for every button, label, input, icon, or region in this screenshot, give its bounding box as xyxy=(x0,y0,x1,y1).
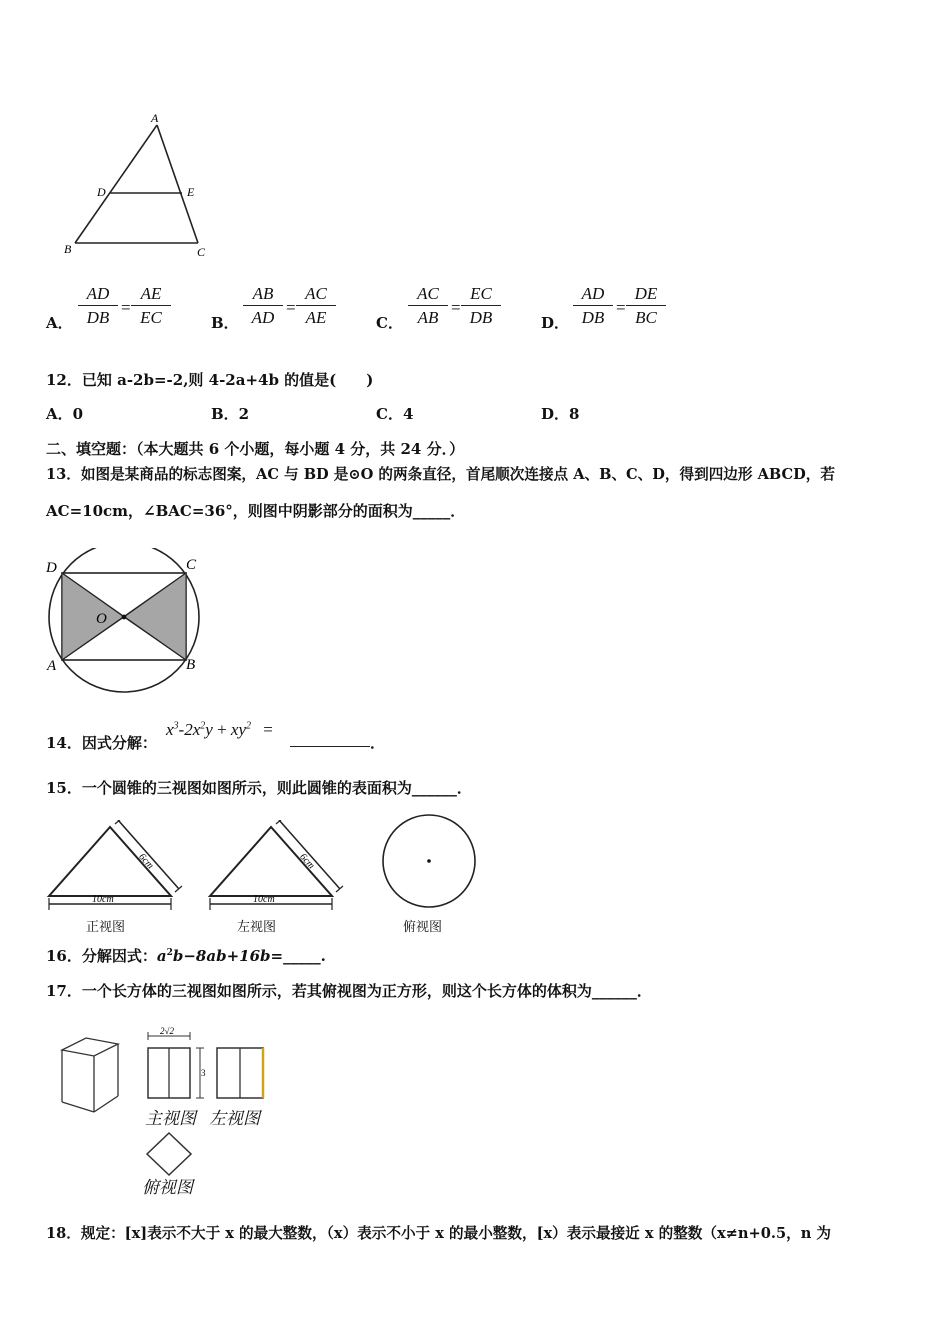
option-label: B． xyxy=(211,314,239,332)
q13-line1: 13．如图是某商品的标志图案，AC 与 BD 是⊙O 的两条直径，首尾顺次连接点 A、B、C、D，得到四边形 ABCD，若 xyxy=(46,466,835,483)
q11-option-d xyxy=(541,284,671,336)
vertex-label-d: D xyxy=(97,185,106,199)
equals-sign: = xyxy=(121,298,131,317)
q17-text: 17．一个长方体的三视图如图所示，若其俯视图为正方形，则这个长方体的体积为______． xyxy=(46,982,652,1000)
dim-base-label: 10cm xyxy=(253,894,275,905)
vertex-label-b: B xyxy=(64,242,72,256)
circle-label-a: A xyxy=(47,658,57,674)
circle-label-o: O xyxy=(96,611,107,627)
q14-suffix: ． xyxy=(370,734,386,752)
q14-prefix: 14．因式分解： xyxy=(46,734,157,752)
q18-text: 18．规定：[x]表示不大于 x 的最大整数，（x）表示不小于 x 的最小整数，[x）表示最接近 x 的整数（x≠n+0.5，n 为 xyxy=(46,1225,832,1242)
dim-height-label: 3 xyxy=(201,1068,206,1078)
q12-text: 12．已知 a-2b=-2,则 4-2a+4b 的值是( ) xyxy=(46,371,374,389)
q17-caption-front: 主视图 xyxy=(145,1109,196,1129)
q13-line2: AC=10cm，∠BAC=36°，则图中阴影部分的面积为_____． xyxy=(46,502,466,520)
fraction-right: $\frac{EC}{DB}$ xyxy=(461,284,501,328)
dim-width-label: 2√2 xyxy=(160,1026,174,1036)
circle-label-b: B xyxy=(186,657,196,673)
dim-base-label: 10cm xyxy=(92,894,114,905)
q14-expression: $x^3-2x^2y + xy^2$ = xyxy=(166,720,273,739)
q17-front-view xyxy=(144,1024,214,1106)
fraction-left: $\frac{AB}{AD}$ xyxy=(243,284,283,328)
equals-sign: = xyxy=(286,298,296,317)
q17-cuboid-figure xyxy=(58,1034,126,1118)
option-label: D． xyxy=(541,314,570,332)
vertex-label-e: E xyxy=(187,185,195,199)
fraction-left: $\frac{AD}{DB}$ xyxy=(78,284,118,328)
q12-option-a: A．0 xyxy=(46,405,84,423)
q17-caption-top: 俯视图 xyxy=(142,1178,193,1198)
option-label: A． xyxy=(46,314,73,332)
q15-text: 15．一个圆锥的三视图如图所示，则此圆锥的表面积为______． xyxy=(46,779,472,797)
vertex-label-c: C xyxy=(197,245,206,259)
q15-caption-side: 左视图 xyxy=(237,920,277,935)
q16-text: 16．分解因式：$a^2b-8ab+16b=\_\_\_\_\_$. xyxy=(46,947,326,965)
vertex-label-a: A xyxy=(151,111,159,125)
equals-sign: = xyxy=(451,298,461,317)
q16-answer-blank[interactable]: _____ xyxy=(283,947,321,965)
circle-label-d: D xyxy=(46,560,57,576)
dim-slant-label: 6cm xyxy=(297,851,317,872)
q13-circle-figure xyxy=(40,548,210,698)
q17-caption-left: 左视图 xyxy=(209,1109,260,1129)
q11-triangle-figure xyxy=(55,110,225,260)
section-title: 二、填空题：（本大题共 6 个小题，每小题 4 分，共 24 分．） xyxy=(46,440,465,458)
fraction-left: $\frac{AC}{AB}$ xyxy=(408,284,448,328)
circle-label-c: C xyxy=(186,557,197,573)
q15-side-view xyxy=(205,820,345,915)
q11-option-a xyxy=(46,284,176,336)
fraction-right: $\frac{DE}{BC}$ xyxy=(626,284,666,328)
q15-caption-front: 正视图 xyxy=(86,920,126,935)
q11-option-b xyxy=(211,284,341,336)
fraction-right: $\frac{AC}{AE}$ xyxy=(296,284,336,328)
q12-option-b: B．2 xyxy=(211,405,250,423)
q12-option-c: C．4 xyxy=(376,405,414,423)
fraction-left: $\frac{AD}{DB}$ xyxy=(573,284,613,328)
q15-caption-top: 俯视图 xyxy=(403,920,443,935)
dim-slant-label: 6cm xyxy=(136,851,156,872)
q15-top-view xyxy=(380,813,480,913)
q12-option-d: D．8 xyxy=(541,405,580,423)
q17-left-view xyxy=(214,1046,270,1102)
q14-answer-blank[interactable] xyxy=(290,746,370,747)
option-label: C． xyxy=(376,314,403,332)
q11-option-c xyxy=(376,284,506,336)
q15-front-view xyxy=(44,820,184,915)
fraction-right: $\frac{AE}{EC}$ xyxy=(131,284,171,328)
equals-sign: = xyxy=(616,298,626,317)
